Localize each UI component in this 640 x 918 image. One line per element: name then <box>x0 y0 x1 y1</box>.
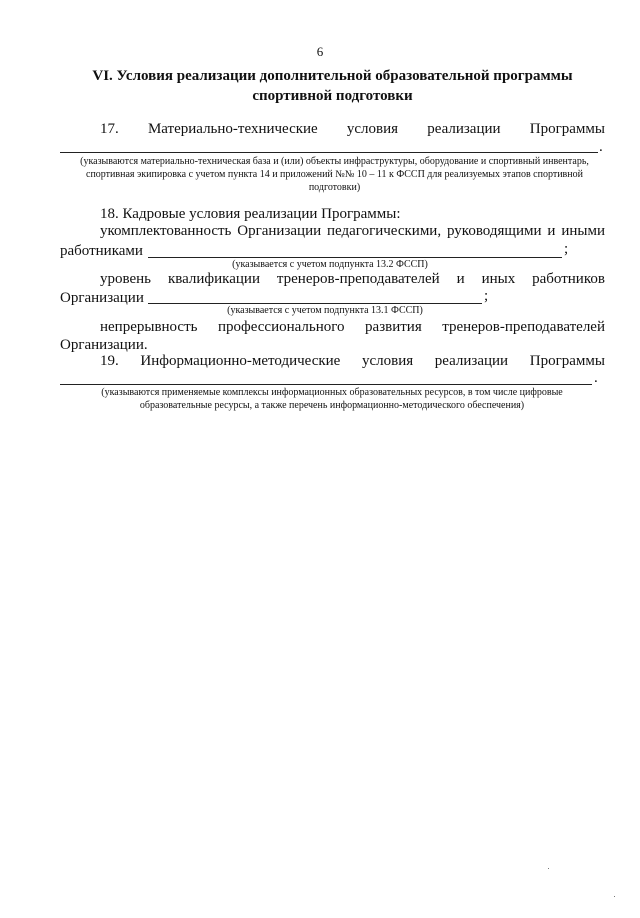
item17-number: 17. <box>100 121 119 137</box>
item19-word: условия <box>361 353 414 369</box>
item19-word: Программы <box>529 353 605 369</box>
item18-staffing-label: работниками <box>60 243 143 259</box>
item18-qualification-word: уровень <box>100 271 152 287</box>
item18-qualification-word: иных <box>481 271 516 287</box>
item18-staffing-word: иными <box>561 223 605 239</box>
item19-word: реализации <box>434 353 509 369</box>
item18-qualification-label: Организации <box>60 290 144 306</box>
scan-speck <box>614 896 615 897</box>
item18-development-word: профессионального <box>217 319 345 335</box>
item17-word: Программы <box>529 121 605 137</box>
item19-note: (указываются применяемые комплексы информационных образовательных ресурсов, в том числе цифровые образовательные ресурсы, а также перечень информационно-методического обеспечения) <box>101 387 563 411</box>
item18-qualification-word: квалификации <box>167 271 260 287</box>
item17-note: (указываются материально-техническая база и (или) объекты инфраструктуры, оборудование и спортивный инвентарь, спортивная экипировка с учетом пункта 14 и приложений №№ 10 – 11 к ФССП для реализуемых этапов спортивной подготовки) <box>80 156 589 193</box>
item18-staffing-word: Организации <box>237 223 322 239</box>
item19-line-end: . <box>594 370 598 386</box>
item18-staffing-line <box>100 222 605 240</box>
item18-development-word: тренеров-преподавателей <box>442 319 605 335</box>
item18-development-word: развития <box>365 319 422 335</box>
item18-staffing-note: (указывается с учетом подпункта 13.2 ФССП) <box>232 259 428 270</box>
item18-staffing-line-end: ; <box>564 241 569 257</box>
item19-number: 19. <box>100 353 119 369</box>
page-number: 6 <box>316 44 324 59</box>
item18-development-line2: Организации. <box>60 337 148 353</box>
scan-speck <box>548 868 549 869</box>
item18-staffing-word: руководящими <box>446 223 542 239</box>
item19-blank-line <box>60 384 592 385</box>
item18-staffing-word: педагогическими, <box>327 223 442 239</box>
item17-blank-line <box>60 152 598 153</box>
item17-line <box>100 120 605 138</box>
item18-qualification-word: работников <box>532 271 605 287</box>
item17-word: условия <box>346 121 399 137</box>
item18-staffing-word: укомплектованность <box>100 223 232 239</box>
item18-qualification-word: тренеров-преподавателей <box>276 271 440 287</box>
item18-qualification-line <box>100 270 605 288</box>
item17-line-end: . <box>599 139 603 155</box>
item18-staffing-word: и <box>547 223 556 239</box>
section-title: VI. Условия реализации дополнительной образовательной программы спортивной подготовки <box>92 68 573 104</box>
item19-line <box>100 352 605 370</box>
item17-word: Материально-технические <box>147 121 318 137</box>
item18-heading: 18. Кадровые условия реализации Программы: <box>100 206 401 222</box>
item17-word: реализации <box>427 121 501 137</box>
item18-qualification-word: и <box>456 271 465 287</box>
item18-qualification-note: (указывается с учетом подпункта 13.1 ФССП) <box>227 305 423 316</box>
item18-qualification-line-end: ; <box>484 288 489 304</box>
item18-development-line <box>100 318 605 336</box>
item19-word: Информационно-методические <box>140 353 341 369</box>
item18-development-word: непрерывность <box>100 319 198 335</box>
